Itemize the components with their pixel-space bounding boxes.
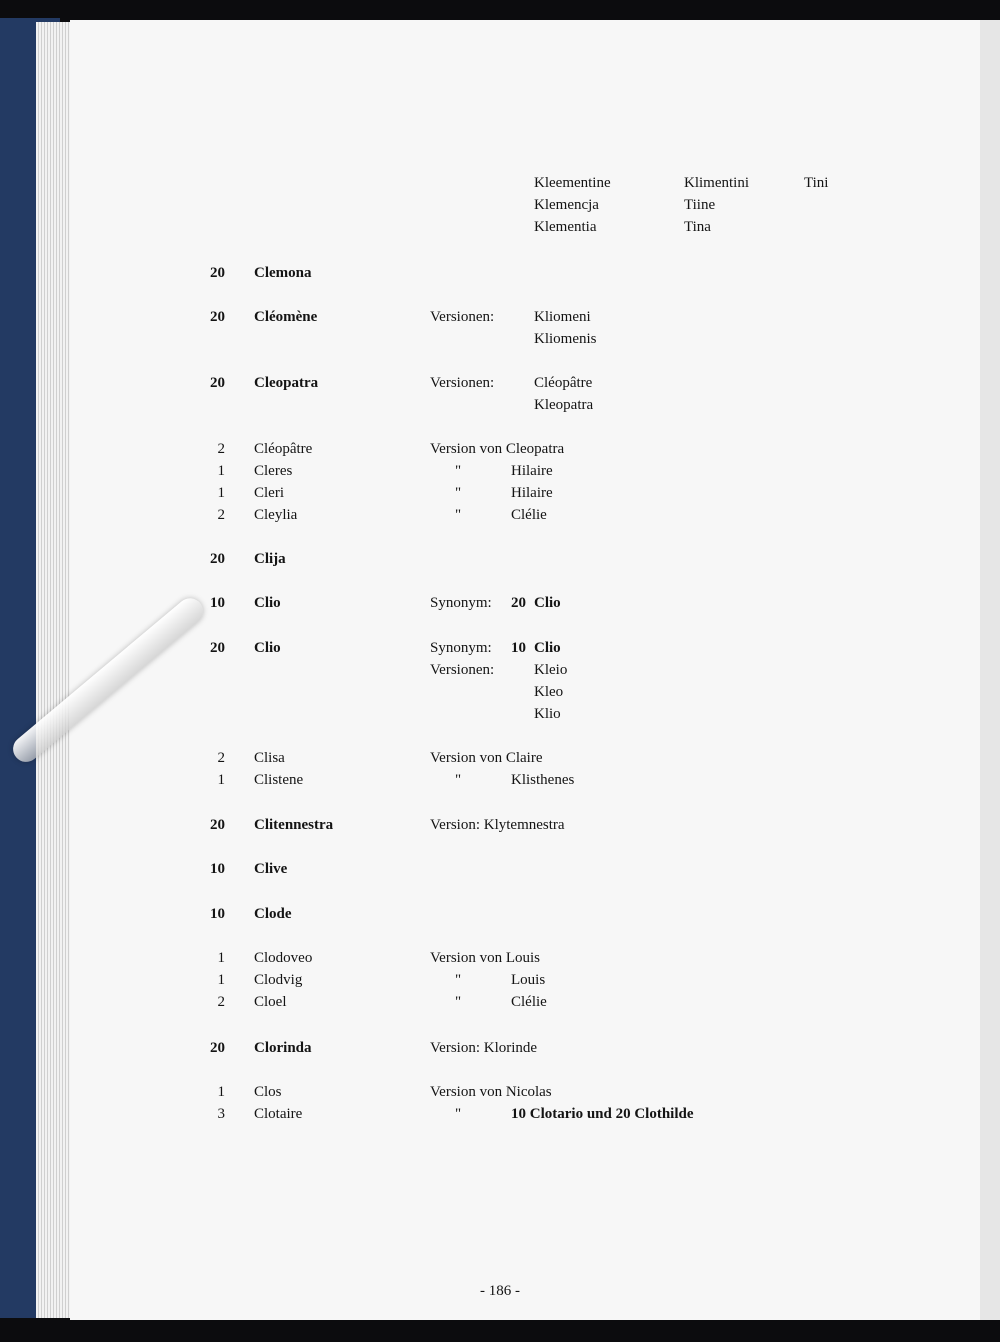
entry-name: Cléomène [254,309,318,325]
list-entry [0,592,1000,614]
list-entry [0,306,1000,328]
list-entry [0,947,1000,969]
entry-count: 2 [217,750,225,766]
entry-relation: Version: Klytemnestra [430,817,565,833]
entry-name: Clotaire [254,1106,303,1122]
entry-name: Clodvig [254,972,303,988]
entry-target: Klementia [534,219,597,235]
entry-name: Cléopâtre [254,441,313,457]
entry-target: Klemencja [534,197,599,213]
entry-count: 1 [217,972,225,988]
list-entry [0,482,1000,504]
list-entry [0,172,1000,194]
entry-name: Clive [254,861,288,877]
ditto-mark: " [455,772,462,788]
list-entry [0,216,1000,238]
list-entry [0,1081,1000,1103]
entry-count: 1 [217,485,225,501]
entry-count: 1 [217,950,225,966]
entry-target: Kleio [534,662,568,678]
entry-count: 1 [217,1084,225,1100]
entry-name: Cleylia [254,507,298,523]
entry-target: Kleopatra [534,397,594,413]
entry-count: 1 [217,772,225,788]
entry-relation: Version von Louis [430,950,540,966]
target-count: 10 [511,640,526,656]
entry-target: Kliomeni [534,309,591,325]
entry-target: 10 Clotario und 20 Clothilde [511,1106,694,1122]
entry-name: Cleri [254,485,284,501]
entry-target: Louis [511,972,546,988]
entry-name: Clodoveo [254,950,313,966]
ditto-mark: " [455,972,462,988]
list-entry [0,504,1000,526]
target-name: Clio [534,595,561,611]
list-entry [0,769,1000,791]
ditto-mark: " [455,463,462,479]
entry-count: 2 [217,994,225,1010]
list-entry [0,328,1000,350]
entry-name: Cleres [254,463,293,479]
entry-name: Cleopatra [254,375,319,391]
list-entry [0,194,1000,216]
entry-count: 10 [210,861,225,877]
entry-count: 20 [210,309,225,325]
entry-target: Hilaire [511,485,553,501]
ditto-mark: " [455,994,462,1010]
entry-count: 3 [217,1106,225,1122]
page-number: - 186 - [480,1283,520,1299]
entry-name: Clemona [254,265,312,281]
entry-name: Cloel [254,994,287,1010]
entry-count: 10 [210,906,225,922]
target-name: Clio [534,640,561,656]
entry-relation: Version: Klorinde [430,1040,538,1056]
entry-name: Clitennestra [254,817,334,833]
list-entry [0,659,1000,681]
entry-count: 20 [210,551,225,567]
variant-column-a: Klimentini [684,175,749,191]
entry-target: Kleo [534,684,564,700]
ditto-mark: " [455,485,462,501]
entry-target: Kliomenis [534,331,597,347]
entry-relation: Synonym: [430,595,492,611]
entry-relation: Versionen: [430,309,495,325]
entry-relation: Versionen: [430,662,495,678]
list-entry [0,814,1000,836]
entry-target: Clélie [511,994,547,1010]
entry-name: Clorinda [254,1040,312,1056]
entry-count: 20 [210,640,225,656]
entry-count: 2 [217,507,225,523]
entry-relation: Version von Claire [430,750,543,766]
variant-column-b: Tini [804,175,829,191]
entry-target: Hilaire [511,463,553,479]
list-entry [0,858,1000,880]
list-entry [0,969,1000,991]
entry-count: 20 [210,265,225,281]
list-entry [0,991,1000,1013]
entry-count: 2 [217,441,225,457]
entry-target: Kleementine [534,175,611,191]
entry-count: 20 [210,1040,225,1056]
entry-name: Clos [254,1084,282,1100]
entry-target: Klisthenes [511,772,575,788]
entry-name: Clistene [254,772,304,788]
target-count: 20 [511,595,526,611]
entry-target: Klio [534,706,561,722]
list-entry [0,548,1000,570]
list-entry [0,1103,1000,1125]
entry-relation: Synonym: [430,640,492,656]
variant-column-a: Tina [684,219,711,235]
list-entry [0,394,1000,416]
entry-name: Clisa [254,750,285,766]
list-entry [0,372,1000,394]
list-entry [0,703,1000,725]
entry-relation: Version von Cleopatra [430,441,565,457]
entry-count: 20 [210,375,225,391]
list-entry [0,438,1000,460]
ditto-mark: " [455,1106,462,1122]
entry-name: Clija [254,551,286,567]
list-entry [0,1037,1000,1059]
variant-column-a: Tiine [684,197,716,213]
entry-count: 10 [210,595,225,611]
list-entry [0,681,1000,703]
entry-name: Clio [254,595,281,611]
list-entry [0,903,1000,925]
list-entry [0,460,1000,482]
entry-count: 1 [217,463,225,479]
list-entry [0,262,1000,284]
entry-relation: Versionen: [430,375,495,391]
ditto-mark: " [455,507,462,523]
entry-target: Cléopâtre [534,375,593,391]
entry-name: Clode [254,906,292,922]
list-entry [0,747,1000,769]
entry-relation: Version von Nicolas [430,1084,552,1100]
entry-count: 20 [210,817,225,833]
entry-target: Clélie [511,507,547,523]
entry-name: Clio [254,640,281,656]
